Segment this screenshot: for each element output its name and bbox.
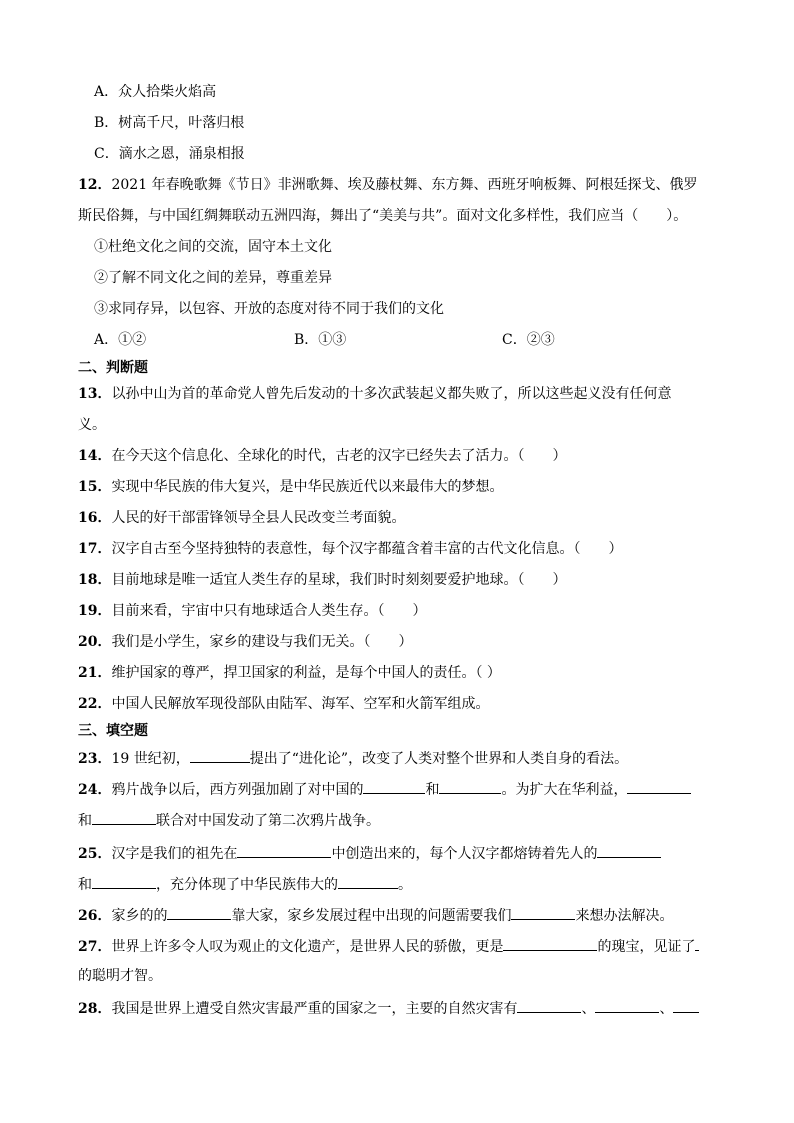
question-27-cont: 的聪明才智。 xyxy=(78,968,162,984)
question-number: 21． xyxy=(78,665,112,681)
question-text: 汉字自古至今坚持独特的表意性，每个汉字都蕴含着丰富的古代文化信息。（ ） xyxy=(111,541,623,557)
question-23 xyxy=(78,748,628,768)
text-segment: 和 xyxy=(425,782,440,798)
question-25 xyxy=(78,843,661,863)
answer-blank[interactable] xyxy=(511,905,575,920)
answer-blank[interactable] xyxy=(338,874,398,889)
text-segment: 和 xyxy=(78,813,92,829)
question-text: 人民的好干部雷锋领导全县人民改变兰考面貌。 xyxy=(111,510,406,526)
q12-option-b: B．①③ xyxy=(294,332,347,348)
answer-blank[interactable] xyxy=(167,905,231,920)
answer-blank[interactable] xyxy=(595,998,659,1013)
q12-option-c: C．②③ xyxy=(502,332,555,348)
text-segment: 和 xyxy=(78,877,92,893)
text-segment: 。为扩大在华利益， xyxy=(501,782,628,798)
text-segment: 世界上许多令人叹为观止的文化遗产，是世界人民的骄傲，更是 xyxy=(111,939,504,955)
question-15 xyxy=(78,478,503,496)
text-segment: 、 xyxy=(581,1001,596,1017)
question-number: 15． xyxy=(78,479,112,495)
question-13 xyxy=(78,385,671,403)
question-number: 26． xyxy=(78,908,112,924)
question-number: 27． xyxy=(78,939,112,955)
question-25-cont xyxy=(78,874,412,894)
question-20 xyxy=(78,633,412,651)
answer-blank[interactable] xyxy=(190,748,250,763)
answer-blank[interactable] xyxy=(517,998,581,1013)
question-19 xyxy=(78,602,426,620)
question-text: 在今天这个信息化、全球化的时代，古老的汉字已经失去了活力。（ ） xyxy=(111,448,567,464)
question-12 xyxy=(78,176,698,194)
question-number: 12． xyxy=(78,177,112,193)
q11-option-c: C．滴水之恩，涌泉相报 xyxy=(94,146,245,162)
text-segment: 家乡的的 xyxy=(111,908,168,924)
question-text: 目前来看，宇宙中只有地球适合人类生存。（ ） xyxy=(111,603,427,619)
question-number: 17． xyxy=(78,541,112,557)
answer-blank[interactable] xyxy=(439,779,501,794)
question-24-cont xyxy=(78,810,380,830)
question-number: 13． xyxy=(78,386,112,402)
question-text: 维护国家的尊严，捍卫国家的利益，是每个中国人的责任。（ ） xyxy=(111,665,501,681)
text-segment: 汉字是我们的祖先在 xyxy=(111,846,238,862)
text-segment: ，充分体现了中华民族伟大的 xyxy=(156,877,338,893)
question-number: 19． xyxy=(78,603,112,619)
question-16 xyxy=(78,509,405,527)
text-segment: 提出了“进化论”，改变了人类对整个世界和人类自身的看法。 xyxy=(249,751,629,767)
q11-option-b: B．树高千尺，叶落归根 xyxy=(94,115,245,131)
question-number: 20． xyxy=(78,634,112,650)
text-segment: 、 xyxy=(659,1001,674,1017)
question-text: 以孙中山为首的革命党人曾先后发动的十多次武装起义都失败了，所以这些起义没有任何意 xyxy=(111,386,672,402)
question-26 xyxy=(78,905,673,925)
question-number: 22． xyxy=(78,696,112,712)
text-segment: 中创造出来的，每个人汉字都熔铸着先人的 xyxy=(331,846,598,862)
text-segment: 来想办法解决。 xyxy=(575,908,674,924)
question-number: 14． xyxy=(78,448,112,464)
question-27 xyxy=(78,936,699,956)
question-text: 实现中华民族的伟大复兴，是中华民族近代以来最伟大的梦想。 xyxy=(111,479,504,495)
q11-option-a: A．众人拾柴火焰高 xyxy=(94,84,217,100)
question-number: 28． xyxy=(78,1001,112,1017)
text-segment: 联合对中国发动了第二次鸦片战争。 xyxy=(156,813,380,829)
q12-options xyxy=(94,331,555,349)
question-text: 中国人民解放军现役部队由陆军、海军、空军和火箭军组成。 xyxy=(111,696,490,712)
question-22 xyxy=(78,695,489,713)
question-18 xyxy=(78,571,566,589)
answer-blank[interactable] xyxy=(503,936,597,951)
question-number: 23． xyxy=(78,751,112,767)
text-segment: 的瑰宝，见证了 xyxy=(597,939,696,955)
statement-1: ①杜绝文化之间的交流，固守本土文化 xyxy=(94,239,332,255)
question-text: 我们是小学生，家乡的建设与我们无关。（ ） xyxy=(111,634,413,650)
answer-blank[interactable] xyxy=(363,779,425,794)
answer-blank[interactable] xyxy=(92,810,156,825)
section-heading-judge: 二、判断题 xyxy=(78,360,148,376)
answer-blank[interactable] xyxy=(92,874,156,889)
question-number: 16． xyxy=(78,510,112,526)
answer-blank[interactable] xyxy=(673,998,699,1013)
question-text: 目前地球是唯一适宜人类生存的星球，我们时时刻刻要爱护地球。（ ） xyxy=(111,572,567,588)
text-segment: 19 世纪初， xyxy=(111,751,190,767)
question-17 xyxy=(78,540,622,558)
question-14 xyxy=(78,447,566,465)
question-13-cont: 义。 xyxy=(78,417,106,433)
answer-blank[interactable] xyxy=(695,936,699,951)
text-segment: 鸦片战争以后，西方列强加剧了对中国的 xyxy=(111,782,364,798)
answer-blank[interactable] xyxy=(597,843,661,858)
question-text: 2021 年春晚歌舞《节日》非洲歌舞、埃及藤杖舞、东方舞、西班牙响板舞、阿根廷探戈、俄罗 xyxy=(111,177,698,193)
answer-blank[interactable] xyxy=(237,843,331,858)
question-number: 18． xyxy=(78,572,112,588)
section-heading-fill: 三、填空题 xyxy=(78,723,148,739)
answer-blank[interactable] xyxy=(627,779,691,794)
question-number: 25． xyxy=(78,846,112,862)
question-12-cont: 斯民俗舞，与中国红绸舞联动五洲四海，舞出了“美美与共”。面对文化多样性，我们应当（ ）。 xyxy=(78,208,688,224)
question-24 xyxy=(78,779,691,799)
question-number: 24． xyxy=(78,782,112,798)
statement-2: ②了解不同文化之间的差异，尊重差异 xyxy=(94,270,332,286)
text-segment: 我国是世界上遭受自然灾害最严重的国家之一，主要的自然灾害有 xyxy=(111,1001,518,1017)
q12-option-a: A．①② xyxy=(94,332,147,348)
text-segment: 靠大家，家乡发展过程中出现的问题需要我们 xyxy=(231,908,512,924)
statement-3: ③求同存异，以包容、开放的态度对待不同于我们的文化 xyxy=(94,301,444,317)
text-segment: 。 xyxy=(398,877,412,893)
question-28 xyxy=(78,998,699,1018)
question-21 xyxy=(78,664,501,682)
